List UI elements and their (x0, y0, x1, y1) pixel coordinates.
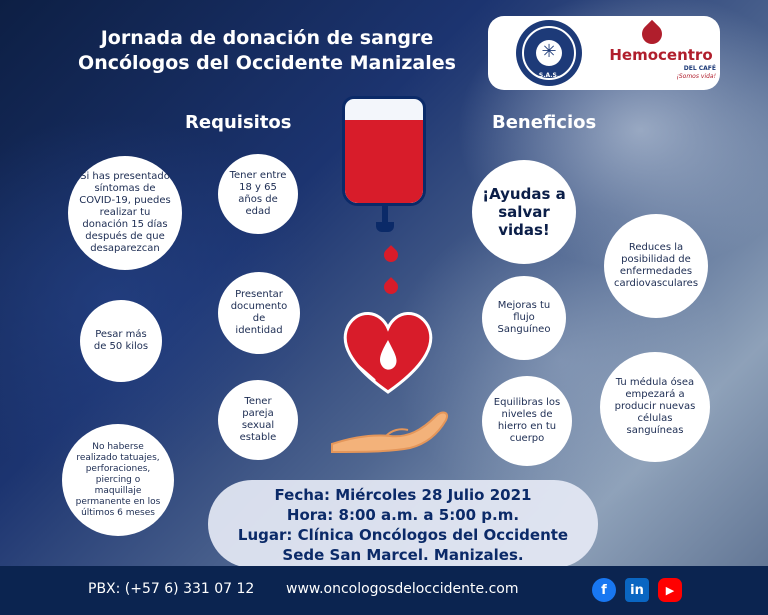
seal-star-icon: ✳ (541, 41, 557, 62)
requisito-documento: Presentar documento de identidad (218, 272, 300, 354)
title-line-2: Oncólogos del Occidente Manizales (78, 52, 456, 74)
title-line-1: Jornada de donación de sangre (100, 27, 434, 49)
beneficio-cardiovascular: Reduces la posibilidad de enfermedades cardiovasculares (604, 214, 708, 318)
hemocentro-logo-sub: DEL CAFÉ (683, 65, 716, 72)
requisito-peso: Pesar más de 50 kilos (80, 300, 162, 382)
hand-icon (330, 404, 456, 454)
hemocentro-logo-tagline: ¡Somos vida! (676, 73, 716, 80)
blood-bag-fill (345, 120, 423, 203)
linkedin-icon[interactable]: in (625, 578, 649, 602)
event-fecha: Fecha: Miércoles 28 Julio 2021 (274, 486, 532, 504)
requisito-tatuajes: No haberse realizado tatuajes, perforaciones, piercing o maquillaje permanente en los últimos 6 meses (62, 424, 174, 536)
blood-drop-icon (381, 245, 401, 265)
beneficio-salvar-vidas: ¡Ayudas a salvar vidas! (472, 160, 576, 264)
beneficio-hierro: Equilibras los niveles de hierro en tu cuerpo (482, 376, 572, 466)
requisitos-heading: Requisitos (185, 112, 292, 133)
event-sede: Sede San Marcel. Manizales. (282, 546, 524, 564)
website-link[interactable]: www.oncologosdeloccidente.com (286, 581, 519, 597)
youtube-icon[interactable]: ▶ (658, 578, 682, 602)
heart-icon (340, 306, 436, 396)
seal-text: S.A.S. (538, 72, 560, 79)
logos-panel (488, 16, 720, 90)
phone-number: PBX: (+57 6) 331 07 12 (88, 581, 255, 597)
page-title (52, 26, 482, 76)
oncologos-seal-logo (516, 20, 582, 86)
blood-bag-tip (376, 222, 394, 232)
beneficios-heading: Beneficios (492, 112, 597, 133)
blood-bag-icon (342, 96, 426, 206)
requisito-pareja: Tener pareja sexual estable (218, 380, 298, 460)
event-info-panel (208, 480, 598, 568)
footer (0, 566, 768, 615)
beneficio-flujo: Mejoras tu flujo Sanguíneo (482, 276, 566, 360)
event-hora: Hora: 8:00 a.m. a 5:00 p.m. (286, 506, 520, 524)
facebook-icon[interactable]: f (592, 578, 616, 602)
requisito-covid: Si has presentado síntomas de COVID-19, puedes realizar tu donación 15 días después de que desaparezcan (68, 156, 182, 270)
blood-drop-icon (381, 277, 401, 297)
beneficio-medula: Tu médula ósea empezará a producir nuevas células sanguíneas (600, 352, 710, 462)
event-lugar: Lugar: Clínica Oncólogos del Occidente (237, 526, 569, 544)
requisito-edad: Tener entre 18 y 65 años de edad (218, 154, 298, 234)
hemocentro-logo-name: Hemocentro (609, 46, 713, 64)
hemocentro-drop-icon (638, 20, 666, 48)
